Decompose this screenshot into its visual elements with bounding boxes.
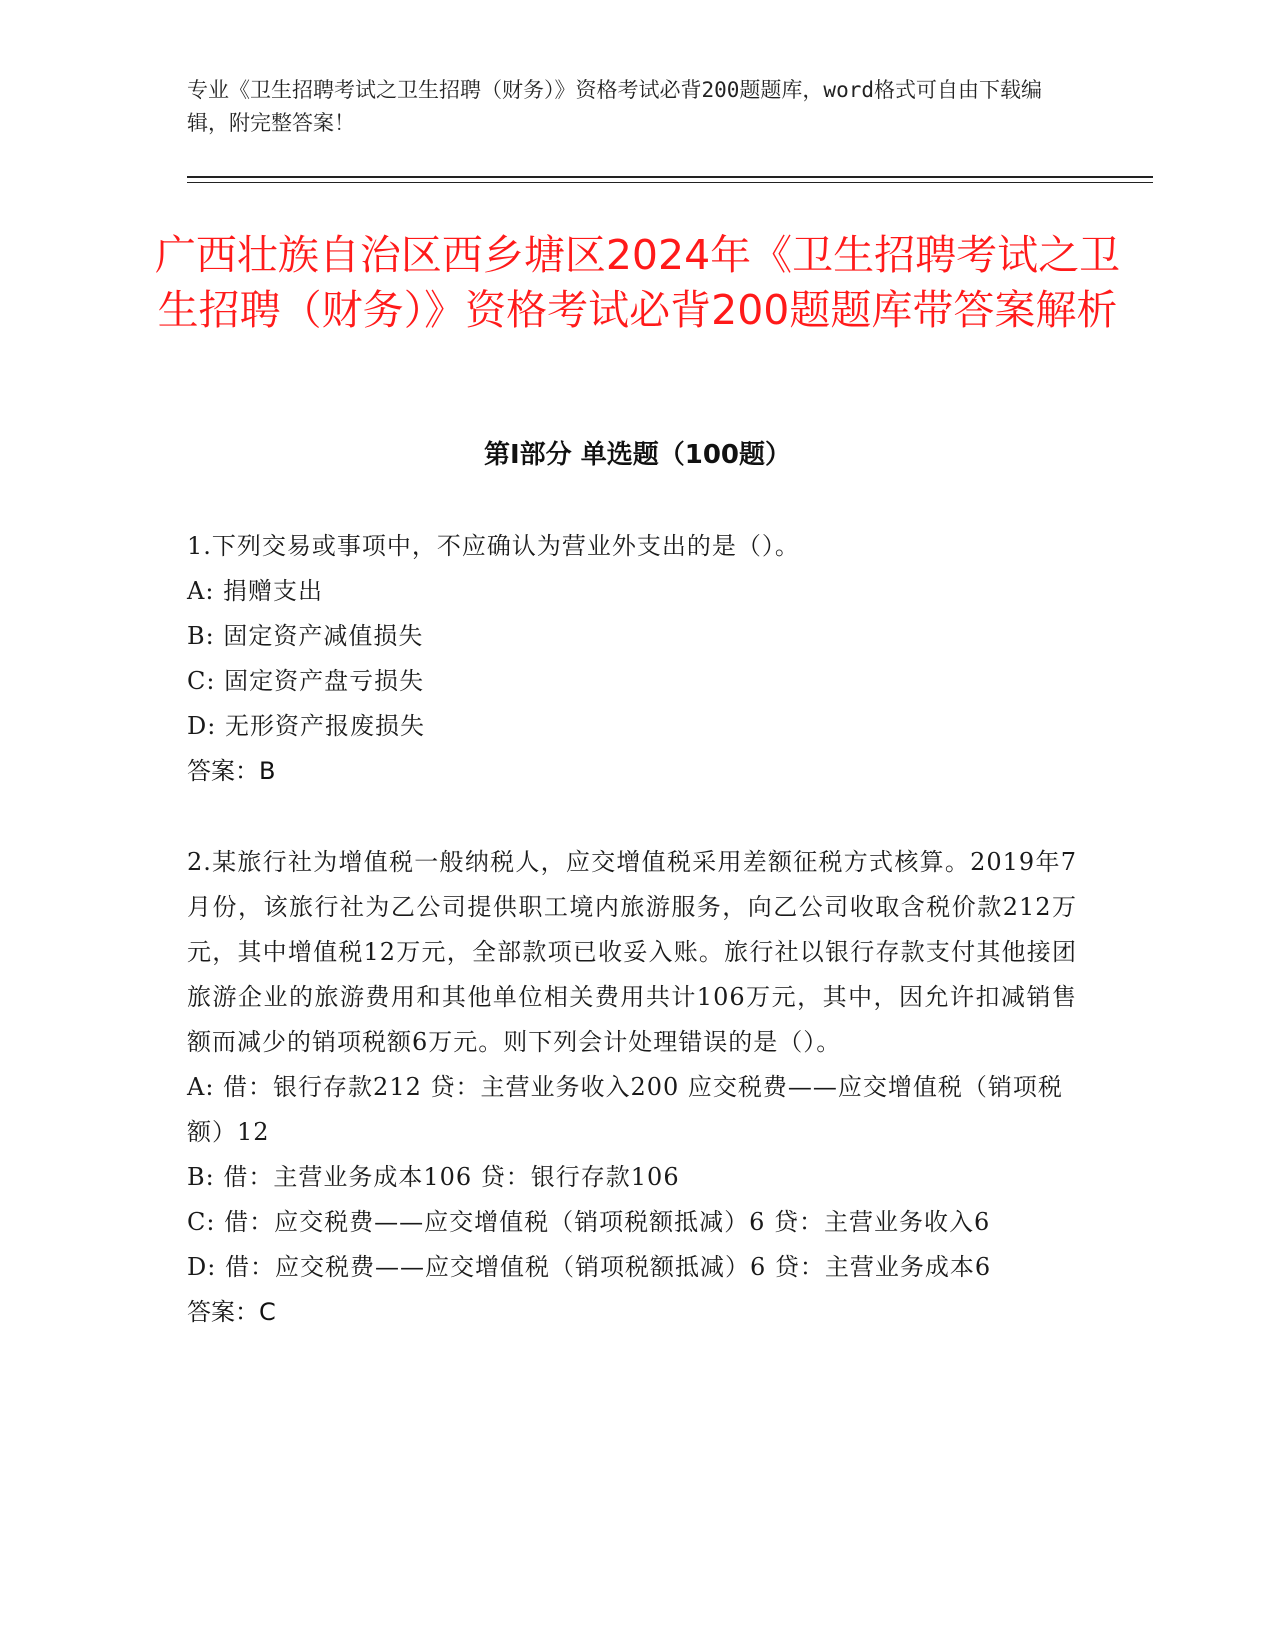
header-divider-thin xyxy=(187,182,1153,183)
question-list xyxy=(187,524,1077,1381)
question-2 xyxy=(187,840,1077,1335)
header-divider-thick xyxy=(187,176,1153,178)
answer: 答案：C xyxy=(187,1298,276,1326)
option-c: C: 固定资产盘亏损失 xyxy=(187,667,425,695)
option-d: D: 无形资产报废损失 xyxy=(187,712,425,740)
question-1 xyxy=(187,524,1077,794)
option-b: B: 固定资产减值损失 xyxy=(187,622,424,650)
option-a: A: 借：银行存款212 贷：主营业务收入200 应交税费——应交增值税（销项税额）12 xyxy=(187,1073,1063,1146)
option-a: A: 捐赠支出 xyxy=(187,577,324,605)
question-stem: 2.某旅行社为增值税一般纳税人，应交增值税采用差额征税方式核算。2019年7月份，该旅行社为乙公司提供职工境内旅游服务，向乙公司收取含税价款212万元，其中增值税12万元，全部款项已收妥入账。旅行社以银行存款支付其他接团旅游企业的旅游费用和其他单位相关费用共计106万元，其中，因允许扣减销售额而减少的销项税额6万元。则下列会计处理错误的是（）。 xyxy=(187,848,1077,1056)
answer: 答案：B xyxy=(187,757,276,785)
option-c: C: 借：应交税费——应交增值税（销项税额抵减）6 贷：主营业务收入6 xyxy=(187,1208,991,1236)
option-b: B: 借：主营业务成本106 贷：银行存款106 xyxy=(187,1163,680,1191)
section-heading: 第I部分 单选题（100题） xyxy=(484,440,791,470)
option-d: D: 借：应交税费——应交增值税（销项税额抵减）6 贷：主营业务成本6 xyxy=(187,1253,992,1281)
question-stem: 1.下列交易或事项中，不应确认为营业外支出的是（）。 xyxy=(187,532,800,560)
document-title: 广西壮族自治区西乡塘区2024年《卫生招聘考试之卫生招聘（财务）》资格考试必背200题题库带答案解析 xyxy=(154,231,1121,334)
header-note: 专业《卫生招聘考试之卫生招聘（财务）》资格考试必背200题题库，word格式可自由下载编辑，附完整答案！ xyxy=(187,78,1042,135)
